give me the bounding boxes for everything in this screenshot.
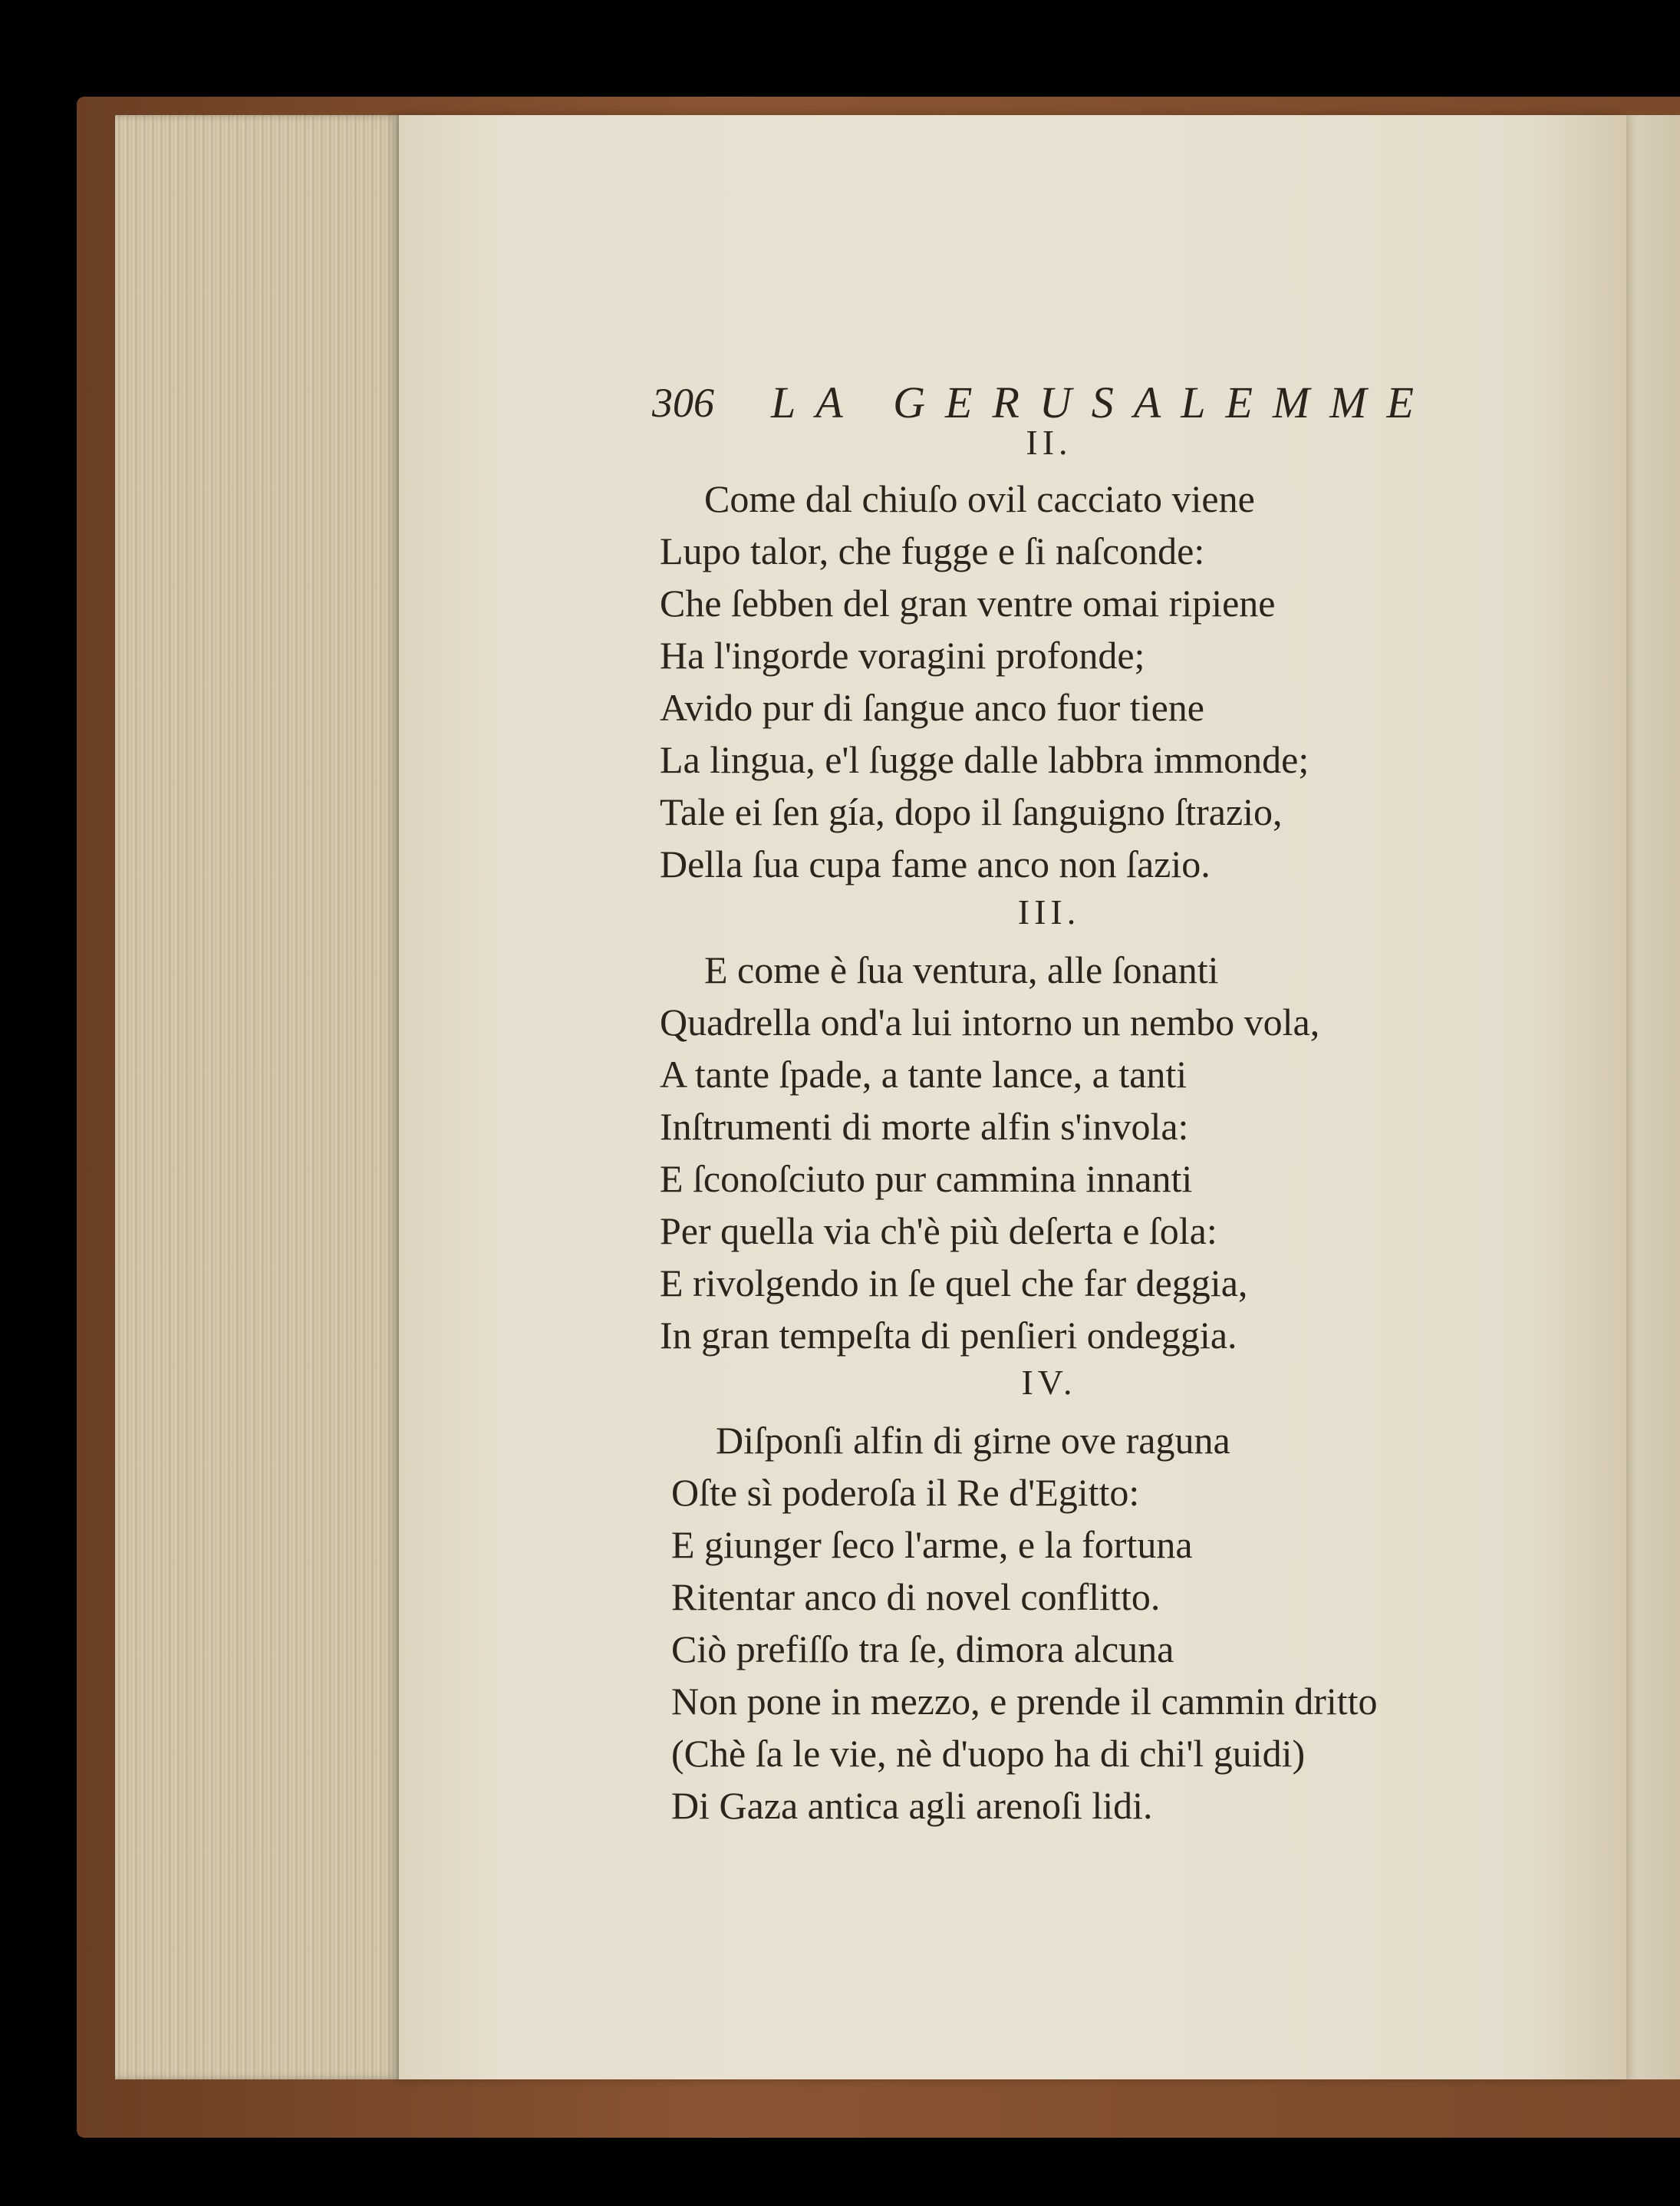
verse-line: Di Gaza antica agli arenoſi lidi.: [671, 1784, 1153, 1827]
stanza-number: IV.: [1021, 1363, 1077, 1402]
stanza-number: III.: [1017, 892, 1081, 932]
verse-line: (Chè ſa le vie, nè d'uopo ha di chi'l guidi): [671, 1732, 1306, 1775]
stanza-verse: [660, 944, 1619, 1361]
verse-line: Tale ei ſen gía, dopo il ſanguigno ſtrazio,: [660, 790, 1283, 833]
verse-line: Ha l'ingorde voragini profonde;: [660, 634, 1145, 677]
verse-line: Della ſua cupa fame anco non ſazio.: [660, 843, 1211, 885]
verse-line: E ſconoſciuto pur cammina innanti: [660, 1157, 1193, 1200]
stanza-verse: [660, 473, 1619, 890]
verse-line: Non pone in mezzo, e prende il cammin dritto: [671, 1680, 1378, 1723]
verse-line: E come è ſua ventura, alle ſonanti: [704, 948, 1219, 991]
verse-line: Che ſebben del gran ventre omai ripiene: [660, 582, 1276, 625]
verse-line: Quadrella ond'a lui intorno un nembo vola,: [660, 1001, 1320, 1044]
verse-line: E giunger ſeco l'arme, e la fortuna: [671, 1523, 1193, 1566]
page-number: 306: [652, 380, 714, 426]
verse-line: Inſtrumenti di morte alfin s'invola:: [660, 1105, 1189, 1148]
verse-line: A tante ſpade, a tante lance, a tanti: [660, 1053, 1188, 1096]
verse-line: Come dal chiuſo ovil cacciato viene: [704, 477, 1255, 520]
verse-line: Ritentar anco di novel conflitto.: [671, 1575, 1161, 1618]
stanza-verse: [671, 1414, 1630, 1832]
verse-line: Per quella via ch'è più deſerta e ſola:: [660, 1209, 1217, 1252]
stanza-number: II.: [1026, 423, 1072, 462]
verse-line: Diſponſi alfin di girne ove raguna: [716, 1419, 1230, 1462]
verse-line: Lupo talor, che fugge e ſi naſconde:: [660, 529, 1205, 572]
running-title: LA GERUSALEMME: [771, 378, 1434, 427]
verse-line: E rivolgendo in ſe quel che far deggia,: [660, 1261, 1248, 1304]
verse-line: Oſte sì poderoſa il Re d'Egitto:: [671, 1471, 1140, 1514]
page-edges: [115, 115, 407, 2079]
book-page: [399, 115, 1626, 2079]
verse-line: La lingua, e'l ſugge dalle labbra immonde;: [660, 738, 1309, 781]
verse-line: Ciò prefiſſo tra ſe, dimora alcuna: [671, 1627, 1174, 1670]
verse-line: Avido pur di ſangue anco fuor tiene: [660, 686, 1204, 729]
verse-line: In gran tempeſta di penſieri ondeggia.: [660, 1314, 1237, 1357]
